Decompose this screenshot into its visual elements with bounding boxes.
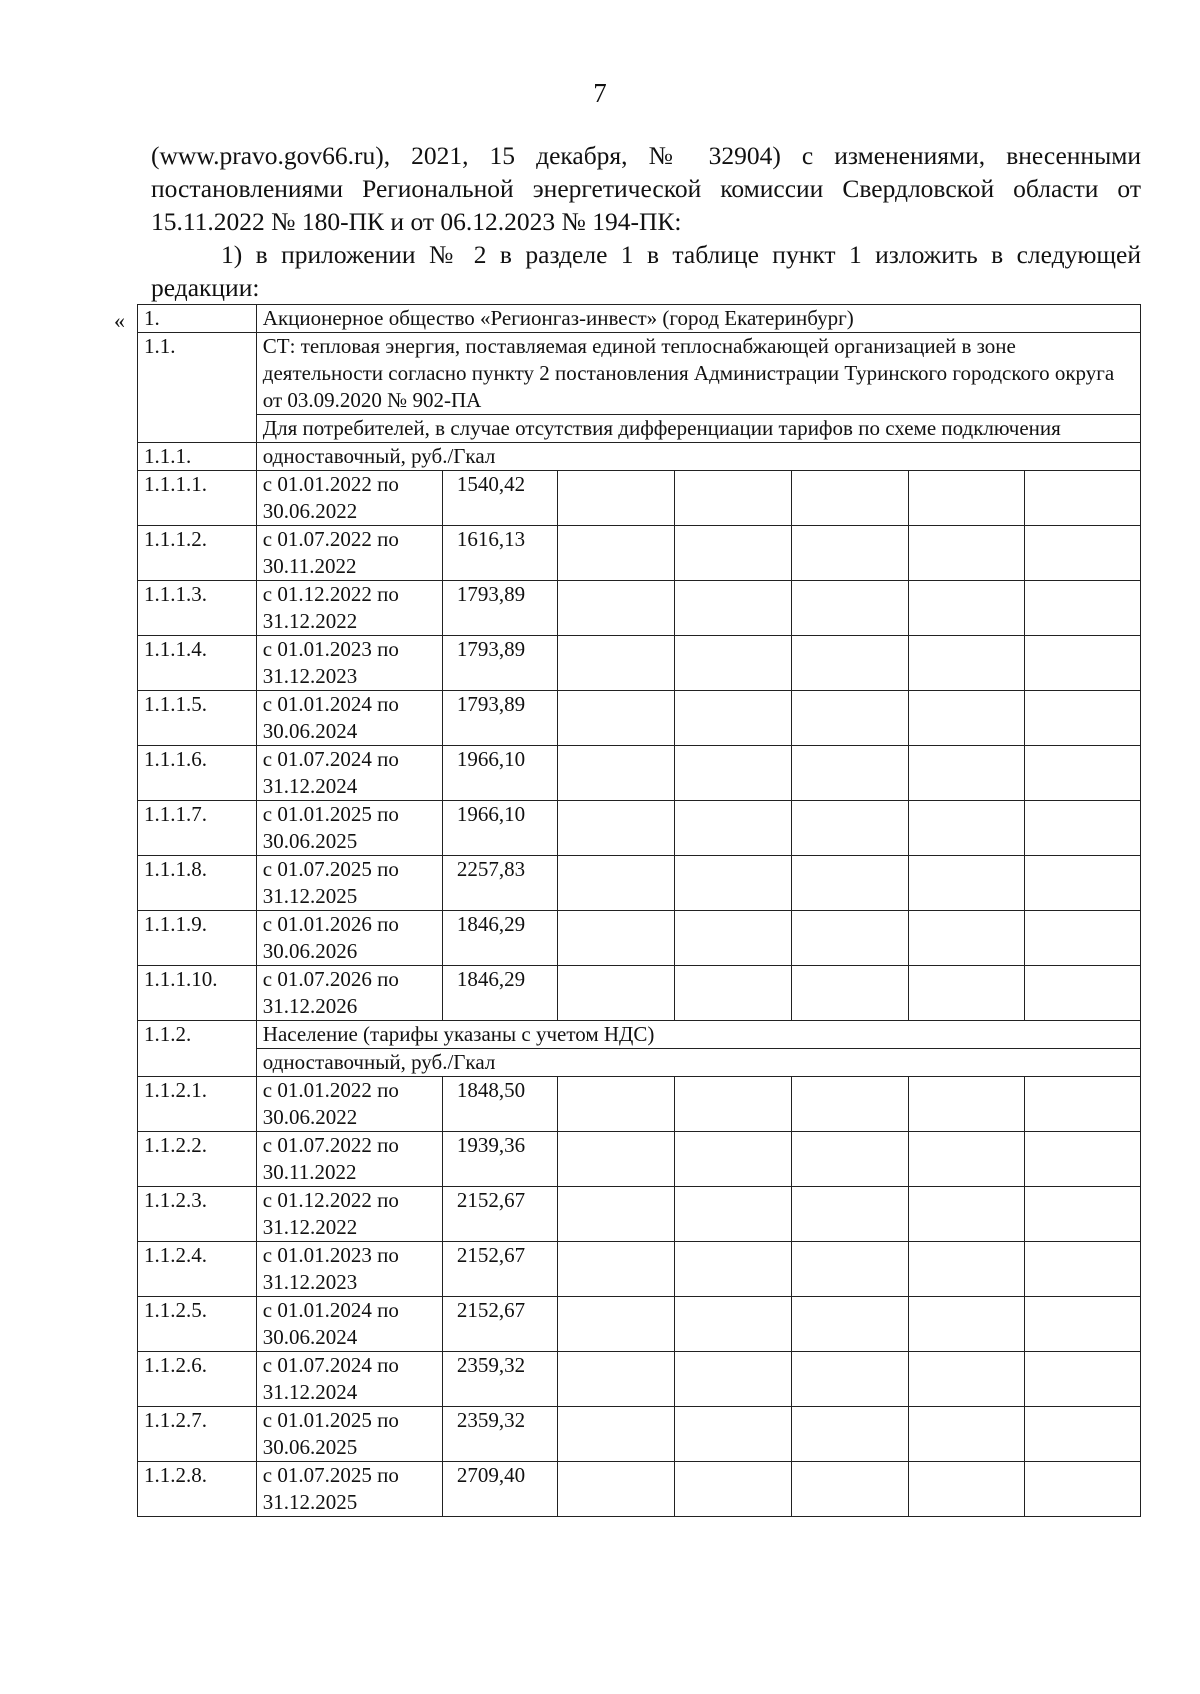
empty-cell [558, 636, 675, 691]
empty-cell [791, 1407, 908, 1462]
empty-cell [1025, 1132, 1141, 1187]
empty-cell [675, 1132, 792, 1187]
service-description: СТ: тепловая энергия, поставляемая единой теплоснабжающей организацией в зоне деятельности согласно пункту 2 постановления Администрации Туринского городского округа от 03.09.2020 № 902-ПА [256, 333, 1140, 415]
empty-cell [908, 526, 1025, 581]
amendment-paragraph: 1) в приложении № 2 в разделе 1 в таблице пункт 1 изложить в следующей редакции: [151, 240, 1141, 302]
empty-cell [908, 801, 1025, 856]
table-row [138, 636, 1141, 691]
table-row [138, 1297, 1141, 1352]
tariff-value-cell: 2709,40 [442, 1462, 558, 1517]
period-cell: с 01.07.2025 по 31.12.2025 [256, 1462, 442, 1517]
empty-cell [908, 1132, 1025, 1187]
period-cell: с 01.07.2022 по 30.11.2022 [256, 1132, 442, 1187]
period-cell: с 01.07.2025 по 31.12.2025 [256, 856, 442, 911]
row-number: 1.1.1. [138, 443, 257, 471]
organization-name: Акционерное общество «Регионгаз-инвест» (город Екатеринбург) [256, 305, 1140, 333]
tariff-value-cell: 1616,13 [442, 526, 558, 581]
empty-cell [558, 966, 675, 1021]
row-number: 1.1.2.2. [138, 1132, 257, 1187]
tariff-value-cell: 2257,83 [442, 856, 558, 911]
empty-cell [908, 1352, 1025, 1407]
opening-quote: « [114, 308, 125, 333]
empty-cell [908, 746, 1025, 801]
period-cell: с 01.01.2024 по 30.06.2024 [256, 691, 442, 746]
row-number: 1.1.2.4. [138, 1242, 257, 1297]
empty-cell [675, 1462, 792, 1517]
empty-cell [791, 1077, 908, 1132]
tariff-value-cell: 1793,89 [442, 691, 558, 746]
empty-cell [675, 911, 792, 966]
table-row-service [138, 333, 1141, 415]
period-cell: с 01.01.2022 по 30.06.2022 [256, 1077, 442, 1132]
table-row [138, 471, 1141, 526]
row-number: 1.1.1.9. [138, 911, 257, 966]
tariff-value-cell: 1966,10 [442, 801, 558, 856]
tariff-value-cell: 1848,50 [442, 1077, 558, 1132]
empty-cell [1025, 1187, 1141, 1242]
empty-cell [791, 636, 908, 691]
empty-cell [558, 801, 675, 856]
table-row [138, 581, 1141, 636]
empty-cell [1025, 1407, 1141, 1462]
row-number: 1.1.2.1. [138, 1077, 257, 1132]
table-row-org [138, 305, 1141, 333]
empty-cell [675, 526, 792, 581]
empty-cell [558, 911, 675, 966]
empty-cell [675, 1242, 792, 1297]
table-row [138, 911, 1141, 966]
table-row [138, 746, 1141, 801]
empty-cell [791, 526, 908, 581]
empty-cell [675, 1407, 792, 1462]
empty-cell [791, 1352, 908, 1407]
empty-cell [558, 1352, 675, 1407]
period-cell: с 01.07.2024 по 31.12.2024 [256, 1352, 442, 1407]
empty-cell [1025, 526, 1141, 581]
empty-cell [558, 856, 675, 911]
period-cell: с 01.01.2025 по 30.06.2025 [256, 1407, 442, 1462]
row-number: 1.1.2. [138, 1021, 257, 1077]
tariff-value-cell: 1793,89 [442, 581, 558, 636]
tariff-value-cell: 2152,67 [442, 1187, 558, 1242]
table-row [138, 1187, 1141, 1242]
empty-cell [675, 746, 792, 801]
period-cell: с 01.01.2023 по 31.12.2023 [256, 636, 442, 691]
empty-cell [558, 691, 675, 746]
table-row [138, 856, 1141, 911]
table-row [138, 1132, 1141, 1187]
empty-cell [791, 856, 908, 911]
tariff-table [137, 304, 1141, 1517]
empty-cell [791, 691, 908, 746]
empty-cell [1025, 746, 1141, 801]
empty-cell [675, 1297, 792, 1352]
empty-cell [908, 1187, 1025, 1242]
empty-cell [1025, 636, 1141, 691]
row-number: 1. [138, 305, 257, 333]
empty-cell [558, 1242, 675, 1297]
row-number: 1.1. [138, 333, 257, 443]
table-row-population [138, 1021, 1141, 1049]
empty-cell [675, 691, 792, 746]
rate-type: одноставочный, руб./Гкал [256, 443, 1140, 471]
tariff-value-cell: 2152,67 [442, 1297, 558, 1352]
row-number: 1.1.1.8. [138, 856, 257, 911]
table-row-population-rate-type [138, 1049, 1141, 1077]
empty-cell [558, 1077, 675, 1132]
empty-cell [908, 966, 1025, 1021]
table-row-consumers-note [138, 415, 1141, 443]
empty-cell [1025, 1077, 1141, 1132]
row-number: 1.1.2.6. [138, 1352, 257, 1407]
row-number: 1.1.1.6. [138, 746, 257, 801]
empty-cell [1025, 911, 1141, 966]
period-cell: с 01.01.2023 по 31.12.2023 [256, 1242, 442, 1297]
period-cell: с 01.01.2025 по 30.06.2025 [256, 801, 442, 856]
empty-cell [558, 526, 675, 581]
tariff-value-cell: 1540,42 [442, 471, 558, 526]
empty-cell [558, 1462, 675, 1517]
consumers-note: Для потребителей, в случае отсутствия дифференциации тарифов по схеме подключения [256, 415, 1140, 443]
empty-cell [908, 471, 1025, 526]
tariff-value-cell: 1846,29 [442, 911, 558, 966]
empty-cell [1025, 801, 1141, 856]
empty-cell [908, 1462, 1025, 1517]
row-number: 1.1.1.7. [138, 801, 257, 856]
empty-cell [675, 856, 792, 911]
empty-cell [791, 1242, 908, 1297]
empty-cell [675, 1187, 792, 1242]
empty-cell [675, 581, 792, 636]
row-number: 1.1.1.2. [138, 526, 257, 581]
tariff-value-cell: 1793,89 [442, 636, 558, 691]
row-number: 1.1.1.1. [138, 471, 257, 526]
empty-cell [675, 966, 792, 1021]
tariff-value-cell: 1846,29 [442, 966, 558, 1021]
empty-cell [908, 581, 1025, 636]
empty-cell [558, 471, 675, 526]
empty-cell [1025, 1352, 1141, 1407]
row-number: 1.1.2.8. [138, 1462, 257, 1517]
empty-cell [1025, 1462, 1141, 1517]
empty-cell [791, 1462, 908, 1517]
row-number: 1.1.2.3. [138, 1187, 257, 1242]
row-number: 1.1.2.7. [138, 1407, 257, 1462]
empty-cell [908, 856, 1025, 911]
empty-cell [675, 636, 792, 691]
empty-cell [558, 1407, 675, 1462]
period-cell: с 01.07.2024 по 31.12.2024 [256, 746, 442, 801]
empty-cell [908, 636, 1025, 691]
tariff-value-cell: 1939,36 [442, 1132, 558, 1187]
row-number: 1.1.1.5. [138, 691, 257, 746]
period-cell: с 01.12.2022 по 31.12.2022 [256, 1187, 442, 1242]
empty-cell [558, 1187, 675, 1242]
row-number: 1.1.1.4. [138, 636, 257, 691]
empty-cell [908, 691, 1025, 746]
period-cell: с 01.07.2026 по 31.12.2026 [256, 966, 442, 1021]
empty-cell [1025, 966, 1141, 1021]
table-row [138, 801, 1141, 856]
empty-cell [1025, 1242, 1141, 1297]
population-heading: Население (тарифы указаны с учетом НДС) [256, 1021, 1140, 1049]
empty-cell [791, 471, 908, 526]
table-row [138, 1407, 1141, 1462]
row-number: 1.1.2.5. [138, 1297, 257, 1352]
empty-cell [791, 966, 908, 1021]
empty-cell [791, 1297, 908, 1352]
table-row [138, 1352, 1141, 1407]
period-cell: с 01.01.2026 по 30.06.2026 [256, 911, 442, 966]
tariff-value-cell: 2152,67 [442, 1242, 558, 1297]
table-row [138, 1077, 1141, 1132]
row-number: 1.1.1.10. [138, 966, 257, 1021]
row-number: 1.1.1.3. [138, 581, 257, 636]
empty-cell [791, 801, 908, 856]
empty-cell [1025, 1297, 1141, 1352]
empty-cell [908, 1297, 1025, 1352]
intro-paragraph: (www.pravo.gov66.ru), 2021, 15 декабря, № 32904) с изменениями, внесенными постановлениями Региональной энергетической комиссии Свердловской области от 15.11.2022 № 180-ПК и от 06.12.2023 № 194-ПК: [151, 141, 1141, 236]
tariff-value-cell: 2359,32 [442, 1352, 558, 1407]
period-cell: с 01.12.2022 по 31.12.2022 [256, 581, 442, 636]
table-row-rate-type [138, 443, 1141, 471]
empty-cell [558, 1132, 675, 1187]
table-row [138, 526, 1141, 581]
period-cell: с 01.07.2022 по 30.11.2022 [256, 526, 442, 581]
table-row [138, 1242, 1141, 1297]
empty-cell [908, 1407, 1025, 1462]
tariff-value-cell: 1966,10 [442, 746, 558, 801]
empty-cell [791, 911, 908, 966]
empty-cell [1025, 856, 1141, 911]
table-row [138, 966, 1141, 1021]
empty-cell [908, 1077, 1025, 1132]
empty-cell [675, 1352, 792, 1407]
period-cell: с 01.01.2024 по 30.06.2024 [256, 1297, 442, 1352]
rate-type: одноставочный, руб./Гкал [256, 1049, 1140, 1077]
empty-cell [908, 911, 1025, 966]
empty-cell [791, 746, 908, 801]
empty-cell [791, 1132, 908, 1187]
empty-cell [791, 581, 908, 636]
empty-cell [558, 746, 675, 801]
table-row [138, 1462, 1141, 1517]
page-number: 7 [593, 78, 607, 108]
empty-cell [558, 1297, 675, 1352]
empty-cell [1025, 581, 1141, 636]
empty-cell [675, 471, 792, 526]
table-row [138, 691, 1141, 746]
empty-cell [675, 1077, 792, 1132]
empty-cell [791, 1187, 908, 1242]
empty-cell [1025, 471, 1141, 526]
period-cell: с 01.01.2022 по 30.06.2022 [256, 471, 442, 526]
tariff-value-cell: 2359,32 [442, 1407, 558, 1462]
empty-cell [908, 1242, 1025, 1297]
empty-cell [675, 801, 792, 856]
empty-cell [558, 581, 675, 636]
empty-cell [1025, 691, 1141, 746]
